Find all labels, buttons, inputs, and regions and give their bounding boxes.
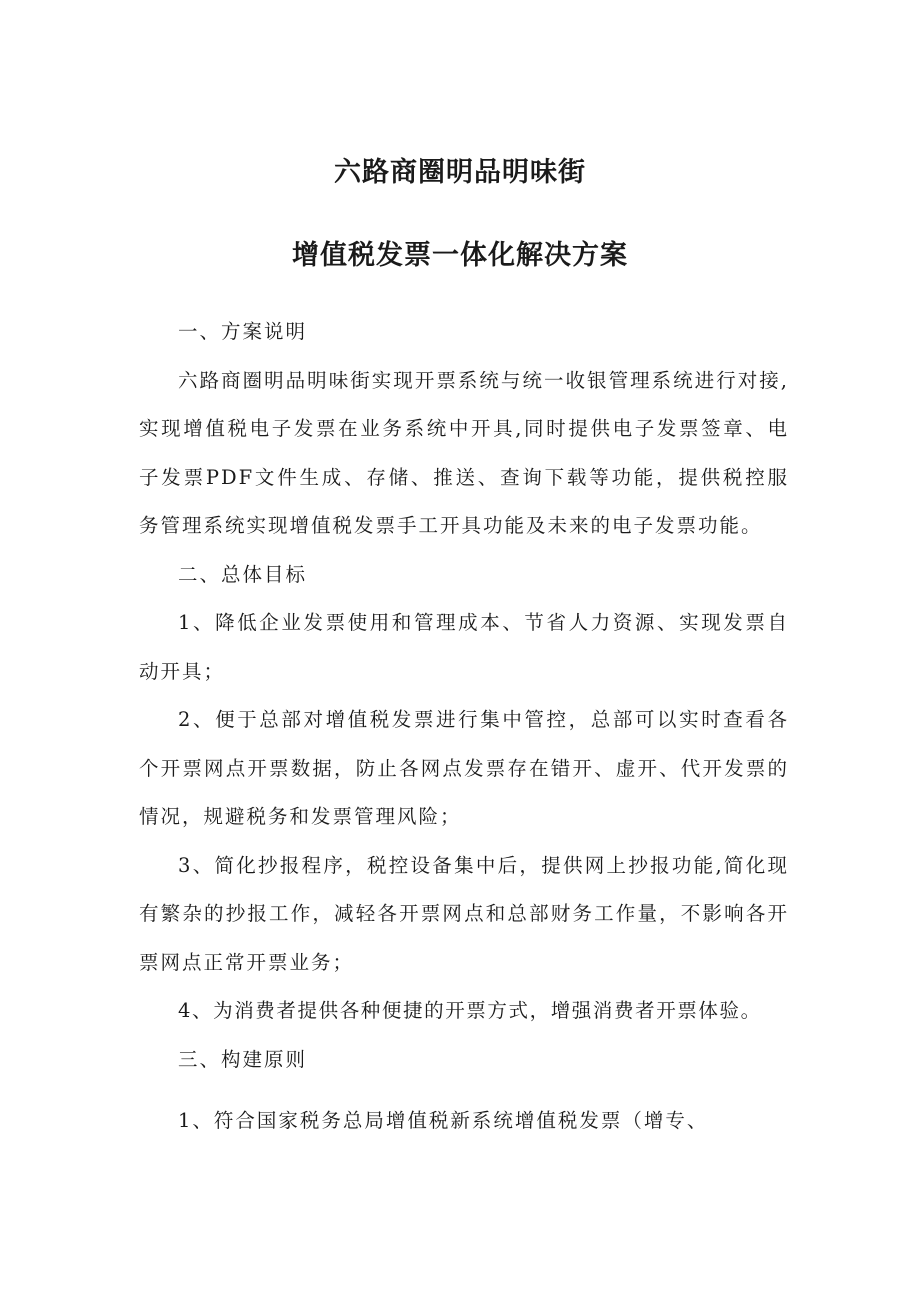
section2-item-4: 4、为消费者提供各种便捷的开票方式，增强消费者开票体验。 [178, 999, 762, 1022]
section3-item-1: 1、符合国家税务总局增值税新系统增值税发票（增专、 [178, 1109, 709, 1132]
document-title-line1: 六路商圈明品明味街 [334, 157, 586, 188]
document-body [139, 308, 789, 1146]
document-title-line2: 增值税发票一体化解决方案 [292, 240, 628, 271]
section2-item-2: 2、便于总部对增值税发票进行集中管控，总部可以实时查看各个开票网点开票数据，防止各网点发票存在错开、虚开、代开发票的情况，规避税务和发票管理风险； [139, 708, 789, 828]
section2-item-3: 3、简化抄报程序，税控设备集中后，提供网上抄报功能,简化现有繁杂的抄报工作，减轻各开票网点和总部财务工作量，不影响各开票网点正常开票业务； [139, 853, 789, 974]
section1-paragraph: 六路商圈明品明味街实现开票系统与统一收银管理系统进行对接,实现增值税电子发票在业务系统中开具,同时提供电子发票签章、电子发票PDF文件生成、存储、推送、查询下载等功能，提供税控服务管理系统实现增值税发票手工开具功能及未来的电子发票功能。 [139, 368, 789, 537]
section3-heading: 三、构建原则 [178, 1047, 308, 1071]
section1-heading: 一、方案说明 [178, 320, 308, 343]
section2-heading: 二、总体目标 [178, 562, 308, 586]
section2-item-1: 1、降低企业发票使用和管理成本、节省人力资源、实现发票自动开具； [139, 611, 789, 683]
